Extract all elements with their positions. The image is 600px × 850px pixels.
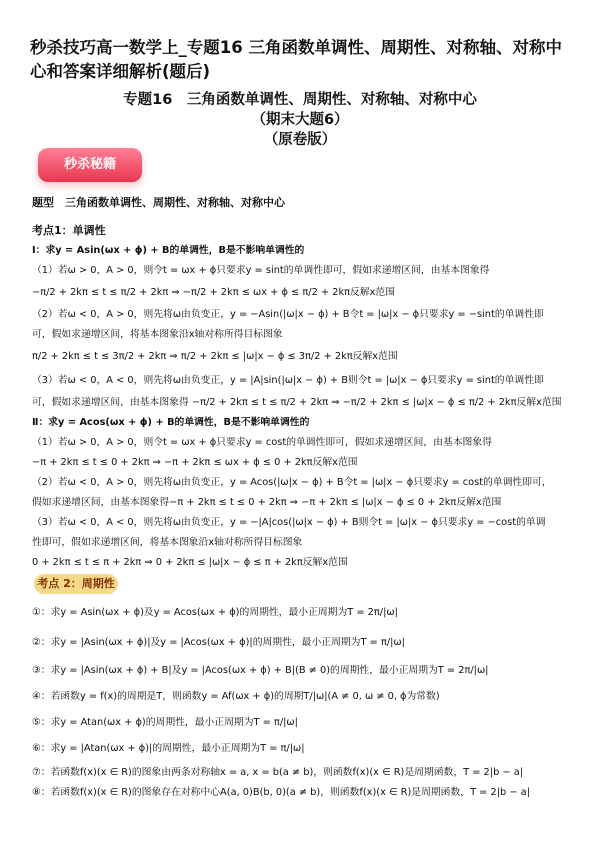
kp1-line: （2）若ω < 0，A > 0，则先将ω由负变正，y = Acos(|ω|x − ϕ) + B令t = |ω|x − ϕ只要求y = cost的单调性即可， (32, 477, 552, 488)
document-title: 秒杀技巧高一数学上_专题16 三角函数单调性、周期性、对称轴、对称中心和答案详细解析(题后) (30, 38, 562, 81)
question-type-heading: 题型 三角函数单调性、周期性、对称轴、对称中心 (32, 196, 285, 209)
kp1-line: （3）若ω < 0，A < 0，则先将ω由负变正，y = −|A|cos(|ω|x − ϕ) + B则令t = |ω|x − ϕ只要求y = −cost的单调 (32, 517, 546, 528)
kp1-line: 0 + 2kπ ≤ t ≤ π + 2kπ ⇒ 0 + 2kπ ≤ |ω|x − ϕ ≤ π + 2kπ反解x范围 (32, 557, 348, 568)
kp2-line: ⑥：求y = |Atan(ωx + ϕ)|的周期性，最小正周期为T = π/|ω| (32, 743, 305, 754)
kp2-line: ⑤：求y = Atan(ωx + ϕ)的周期性，最小正周期为T = π/|ω| (32, 717, 298, 728)
subtitle: 专题16 三角函数单调性、周期性、对称轴、对称中心 (123, 92, 477, 108)
kp2-title: 考点 2：周期性 (37, 577, 115, 590)
secret-tips-badge (38, 148, 142, 182)
kp1-line: Ⅱ：求y = Acos(ωx + ϕ) + B的单调性，B是不影响单调性的 (32, 417, 310, 428)
kp2-line: ②：求y = |Asin(ωx + ϕ)|及y = |Acos(ωx + ϕ)|的周期性，最小正周期为T = π/|ω| (32, 637, 405, 648)
kp1-line: Ⅰ：求y = Asin(ωx + ϕ) + B的单调性，B是不影响单调性的 (32, 245, 305, 256)
kp2-line: ⑧：若函数f(x)(x ∈ R)的图象存在对称中心A(a, 0)B(b, 0)(a ≠ b)，则函数f(x)(x ∈ R)是周期函数，T = 2|b − a| (32, 787, 530, 798)
kp1-line: 假如求递增区间，由基本图象得−π + 2kπ ≤ t ≤ 0 + 2kπ ⇒ −π + 2kπ ≤ |ω|x − ϕ ≤ 0 + 2kπ反解x范围 (32, 497, 502, 508)
kp1-line: （3）若ω < 0，A < 0，则先将ω由负变正，y = |A|sin(|ω|x − ϕ) + B则令t = |ω|x − ϕ只要求y = sint的单调性即 (32, 375, 544, 386)
subtitle-version: （原卷版） (263, 132, 337, 148)
badge-label: 秒杀秘籍 (63, 157, 116, 172)
kp1-line: 性即可，假如求递增区间，将基本图象沿x轴对称所得目标图象 (32, 537, 303, 548)
kp1-title: 考点1：单调性 (32, 224, 106, 237)
subtitle-exam: （期末大题6） (251, 112, 349, 128)
kp1-line: （2）若ω < 0，A > 0，则先将ω由负变正，y = −Asin(|ω|x − ϕ) + B令t = |ω|x − ϕ只要求y = −sint的单调性即 (32, 309, 544, 320)
kp1-line: −π + 2kπ ≤ t ≤ 0 + 2kπ ⇒ −π + 2kπ ≤ ωx + ϕ ≤ 0 + 2kπ反解x范围 (32, 457, 358, 468)
kp1-line: （1）若ω > 0，A > 0，则令t = ωx + ϕ只要求y = cost的单调性即可，假如求递增区间，由基本图象得 (32, 437, 492, 448)
kp1-line: （1）若ω > 0，A > 0，则令t = ωx + ϕ只要求y = sint的单调性即可，假如求递增区间，由基本图象得 (32, 265, 490, 276)
kp1-line: 可，假如求递增区间，将基本图象沿x轴对称所得目标图象 (32, 329, 283, 340)
kp1-line: π/2 + 2kπ ≤ t ≤ 3π/2 + 2kπ ⇒ π/2 + 2kπ ≤ |ω|x − ϕ ≤ 3π/2 + 2kπ反解x范围 (32, 351, 398, 362)
kp2-line: ④：若函数y = f(x)的周期是T，则函数y = Af(ωx + ϕ)的周期T/|ω|(A ≠ 0, ω ≠ 0, ϕ为常数) (32, 691, 440, 702)
kp2-line: ③：求y = |Asin(ωx + ϕ) + B|及y = |Acos(ωx + ϕ) + B|(B ≠ 0)的周期性，最小正周期为T = 2π/|ω| (32, 665, 489, 676)
kp1-line: −π/2 + 2kπ ≤ t ≤ π/2 + 2kπ ⇒ −π/2 + 2kπ ≤ ωx + ϕ ≤ π/2 + 2kπ反解x范围 (32, 287, 396, 298)
kp1-line: 可，假如求递增区间，由基本图象得 −π/2 + 2kπ ≤ t ≤ π/2 + 2kπ ⇒ −π/2 + 2kπ ≤ |ω|x − ϕ ≤ π/2 + 2kπ反解x范围 (32, 397, 562, 408)
kp2-title-badge (34, 574, 118, 594)
kp2-line: ①：求y = Asin(ωx + ϕ)及y = Acos(ωx + ϕ)的周期性，最小正周期为T = 2π/|ω| (32, 607, 398, 618)
kp2-line: ⑦：若函数f(x)(x ∈ R)的图象由两条对称轴x = a, x = b(a ≠ b)，则函数f(x)(x ∈ R)是周期函数，T = 2|b − a| (32, 767, 524, 778)
